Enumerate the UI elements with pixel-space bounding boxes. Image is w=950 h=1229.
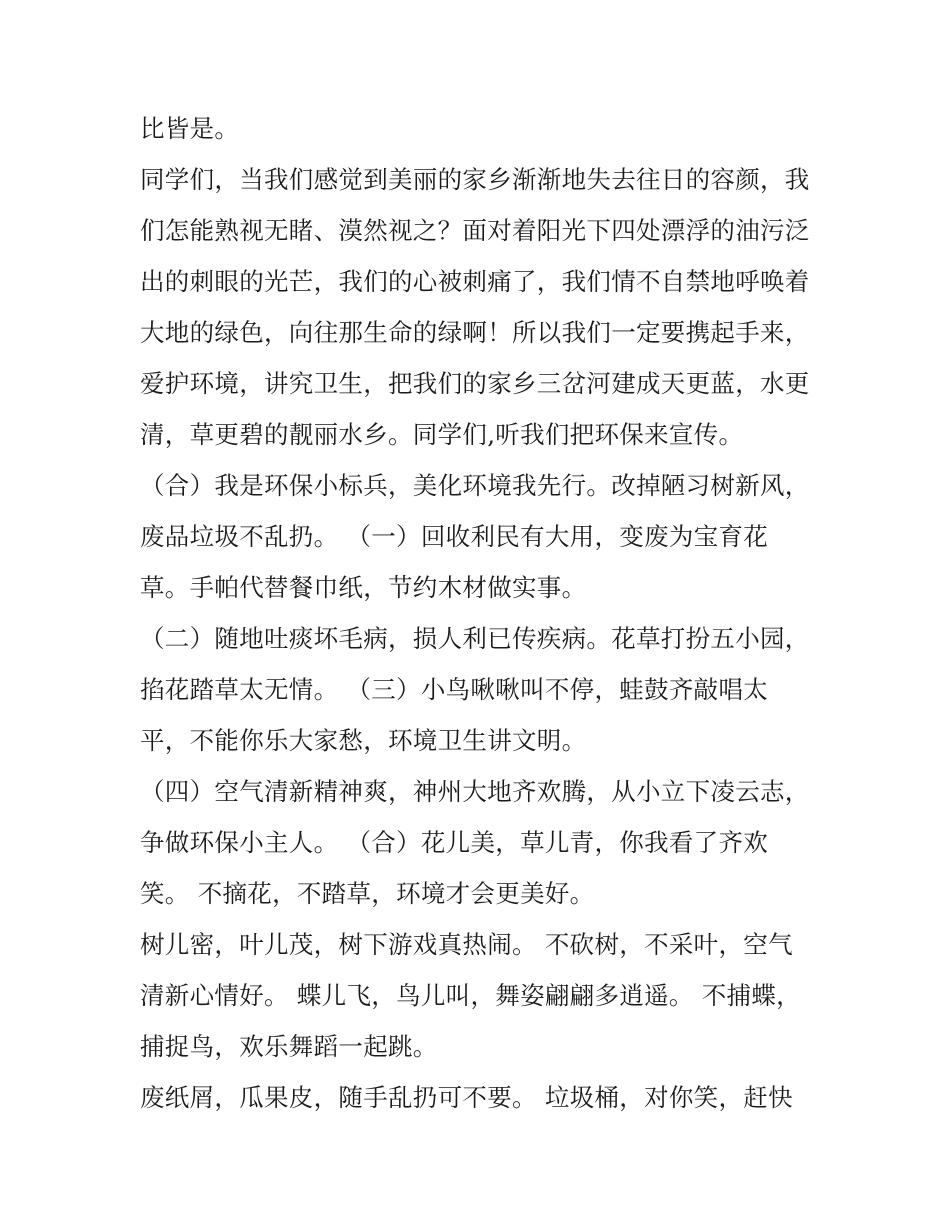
text-line: 清新心情好。 蝶儿飞，鸟儿叫，舞姿翩翩多逍遥。 不捕蝶，: [140, 981, 801, 1010]
text-line: 笑。 不摘花，不踏草，环境才会更美好。: [140, 879, 595, 908]
text-line: 出的刺眼的光芒，我们的心被刺痛了，我们情不自禁地呼唤着: [140, 267, 810, 296]
text-line: 争做环保小主人。 （合）花儿美，草儿青，你我看了齐欢: [140, 828, 769, 857]
text-line: 平，不能你乐大家愁，环境卫生讲文明。: [140, 726, 587, 755]
text-line: （二）随地吐痰坏毛病，损人利已传疾病。花草打扮五小园，: [140, 624, 810, 653]
text-line: 草。手帕代替餐巾纸，节约木材做实事。: [140, 573, 587, 602]
text-line: （四）空气清新精神爽，神州大地齐欢腾，从小立下凌云志，: [140, 777, 810, 806]
text-line: 爱护环境，讲究卫生，把我们的家乡三岔河建成天更蓝，水更: [140, 369, 810, 398]
text-line: 同学们，当我们感觉到美丽的家乡渐渐地失去往日的容颜，我: [140, 165, 810, 194]
text-line: 树儿密，叶儿茂，树下游戏真热闹。 不砍树，不采叶，空气: [140, 930, 793, 959]
text-line: 大地的绿色，向往那生命的绿啊！所以我们一定要携起手来，: [140, 318, 810, 347]
text-line: 清，草更碧的靓丽水乡。同学们,听我们把环保来宣传。: [140, 420, 744, 449]
body-text: [140, 107, 840, 1127]
text-line: 废品垃圾不乱扔。 （一）回收利民有大用，变废为宝育花: [140, 522, 769, 551]
text-line: （合）我是环保小标兵，美化环境我先行。改掉陋习树新风，: [140, 471, 810, 500]
text-line: 们怎能熟视无睹、漠然视之？面对着阳光下四处漂浮的油污泛: [140, 216, 810, 245]
text-line: 捕捉鸟，欢乐舞蹈一起跳。: [140, 1032, 438, 1061]
text-line: 比皆是。: [140, 114, 240, 143]
text-line: 废纸屑，瓜果皮，随手乱扔可不要。 垃圾桶，对你笑，赶快: [140, 1083, 793, 1112]
text-line: 掐花踏草太无情。 （三）小鸟啾啾叫不停，蛙鼓齐敲唱太: [140, 675, 769, 704]
